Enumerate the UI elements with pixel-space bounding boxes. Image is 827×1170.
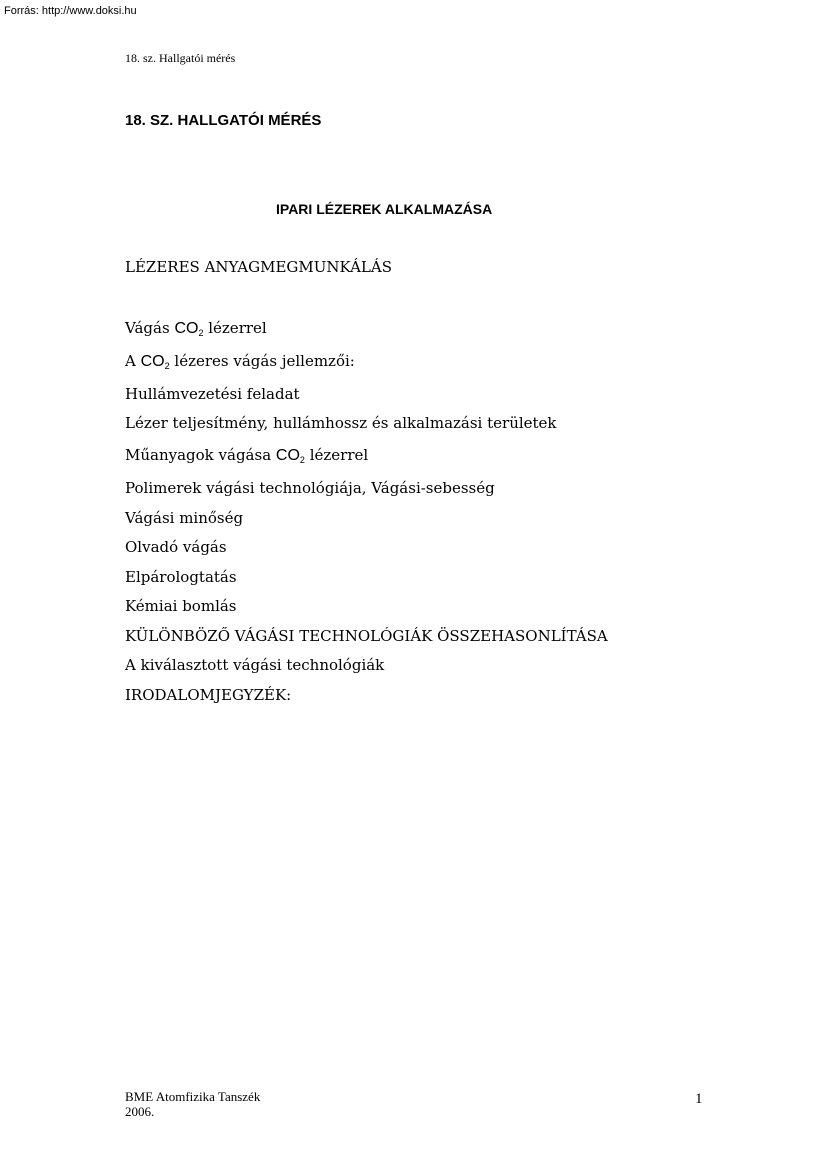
co2-formula: $CO_2$ bbox=[140, 353, 170, 371]
footer-department bbox=[125, 1089, 260, 1119]
toc-item-vagasi-minoseg: Vágási minőség bbox=[125, 509, 244, 527]
toc-item-text: lézerrel bbox=[208, 319, 267, 337]
toc-item-vagas-co2 bbox=[125, 319, 267, 338]
toc-item-muanyagok-vagasa bbox=[125, 446, 368, 465]
toc-item-kulonbozo-technologiak: KÜLÖNBÖZŐ VÁGÁSI TECHNOLÓGIÁK ÖSSZEHASONLÍTÁSA bbox=[125, 627, 608, 645]
footer-year: 2006. bbox=[125, 1104, 155, 1119]
toc-item-text: lézeres vágás jellemzői: bbox=[174, 352, 355, 370]
toc-item-text: Vágás bbox=[125, 319, 170, 337]
running-header: 18. sz. Hallgatói mérés bbox=[125, 51, 236, 65]
toc-item-text: A bbox=[125, 352, 136, 370]
toc-section-lezeres-anyagmegmunkalas: LÉZERES ANYAGMEGMUNKÁLÁS bbox=[125, 258, 392, 276]
footer-department-name: BME Atomfizika Tanszék bbox=[125, 1089, 261, 1104]
toc-item-polimerek: Polimerek vágási technológiája, Vágási-sebesség bbox=[125, 479, 495, 497]
toc-item-elparologtatas: Elpárologtatás bbox=[125, 568, 237, 586]
document-subtitle: IPARI LÉZEREK ALKALMAZÁSA bbox=[276, 201, 493, 217]
toc-item-hullamvezetes: Hullámvezetési feladat bbox=[125, 385, 300, 403]
co2-formula: $CO_2$ bbox=[174, 320, 204, 338]
source-note: Forrás: http://www.doksi.hu bbox=[4, 5, 137, 17]
toc-item-kemiai-bomlas: Kémiai bomlás bbox=[125, 597, 237, 615]
toc-item-olvado-vagas: Olvadó vágás bbox=[125, 538, 227, 556]
toc-item-co2-jellemzoi bbox=[125, 352, 355, 371]
toc-item-text: lézerrel bbox=[309, 446, 369, 464]
toc-item-text: Műanyagok vágása bbox=[125, 446, 272, 464]
toc-item-irodalomjegyzek: IRODALOMJEGYZÉK: bbox=[125, 686, 292, 704]
document-title: 18. SZ. HALLGATÓI MÉRÉS bbox=[125, 112, 322, 129]
page-number: 1 bbox=[695, 1091, 703, 1107]
toc-item-lezer-teljesitmeny: Lézer teljesítmény, hullámhossz és alkalmazási területek bbox=[125, 414, 557, 432]
co2-formula: $CO_2$ bbox=[275, 447, 305, 465]
toc-item-kivalasztott-technologiak: A kiválasztott vágási technológiák bbox=[125, 656, 385, 674]
